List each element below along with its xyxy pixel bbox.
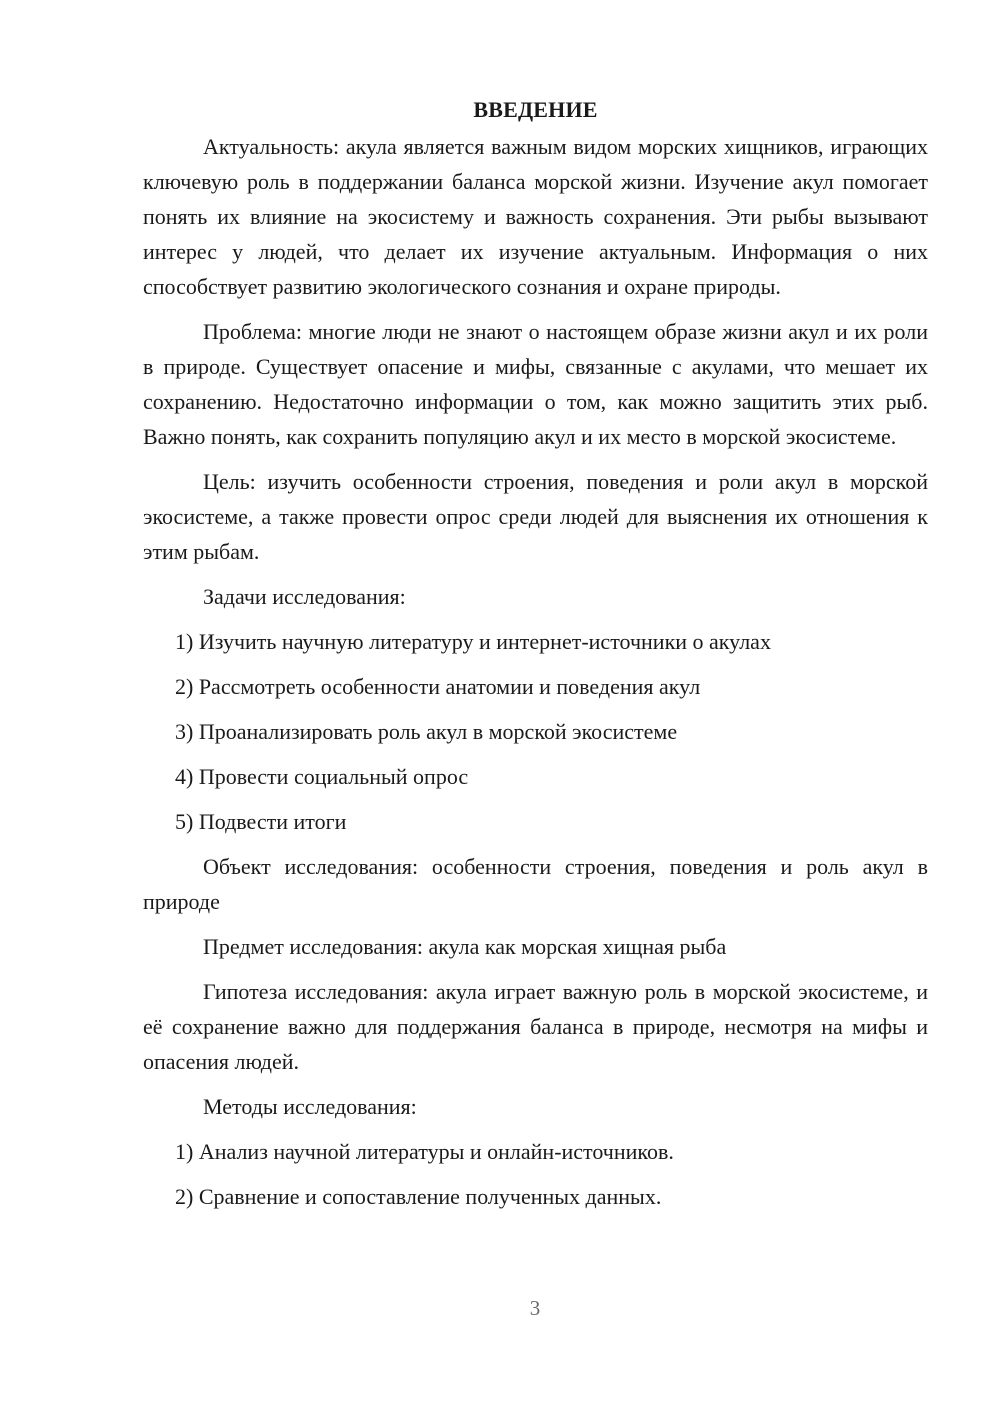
list-item-task-4: 4) Провести социальный опрос [175,764,469,789]
paragraph-goal: Цель: изучить особенности строения, поведения и роли акул в морской экосистеме, а также провести опрос среди людей для выяснения их отношения к этим рыбам. [143,469,928,564]
paragraph-problem: Проблема: многие люди не знают о настоящем образе жизни акул и их роли в природе. Существует опасение и мифы, связанные с акулами, что мешает их сохранению. Недостаточно информации о том, как можно защитить этих рыб. Важно понять, как сохранить популяцию акул и их место в морской экосистеме. [143,319,928,449]
list-item-method-1: 1) Анализ научной литературы и онлайн-источников. [175,1139,674,1164]
document-page [143,95,928,1224]
list-item-task-2: 2) Рассмотреть особенности анатомии и поведения акул [175,674,701,699]
list-item-task-3: 3) Проанализировать роль акул в морской экосистеме [175,719,678,744]
paragraph-methods-title: Методы исследования: [203,1094,417,1119]
list-item-task-5: 5) Подвести итоги [175,809,347,834]
section-heading: ВВЕДЕНИЕ [473,97,598,122]
paragraph-object: Объект исследования: особенности строения, поведения и роль акул в природе [143,854,928,914]
paragraph-subject: Предмет исследования: акула как морская хищная рыба [203,934,727,959]
paragraph-hypothesis: Гипотеза исследования: акула играет важную роль в морской экосистеме, и её сохранение важно для поддержания баланса в природе, несмотря на мифы и опасения людей. [143,979,928,1074]
list-item-method-2: 2) Сравнение и сопоставление полученных данных. [175,1184,662,1209]
page-number: 3 [529,1296,541,1320]
paragraph-tasks-title: Задачи исследования: [203,584,406,609]
list-item-task-1: 1) Изучить научную литературу и интернет-источники о акулах [175,629,771,654]
paragraph-relevance: Актуальность: акула является важным видом морских хищников, играющих ключевую роль в поддержании баланса морской жизни. Изучение акул помогает понять их влияние на экосистему и важность сохранения. Эти рыбы вызывают интерес у людей, что делает их изучение актуальным. Информация о них способствует развитию экологического сознания и охране природы. [143,134,928,299]
